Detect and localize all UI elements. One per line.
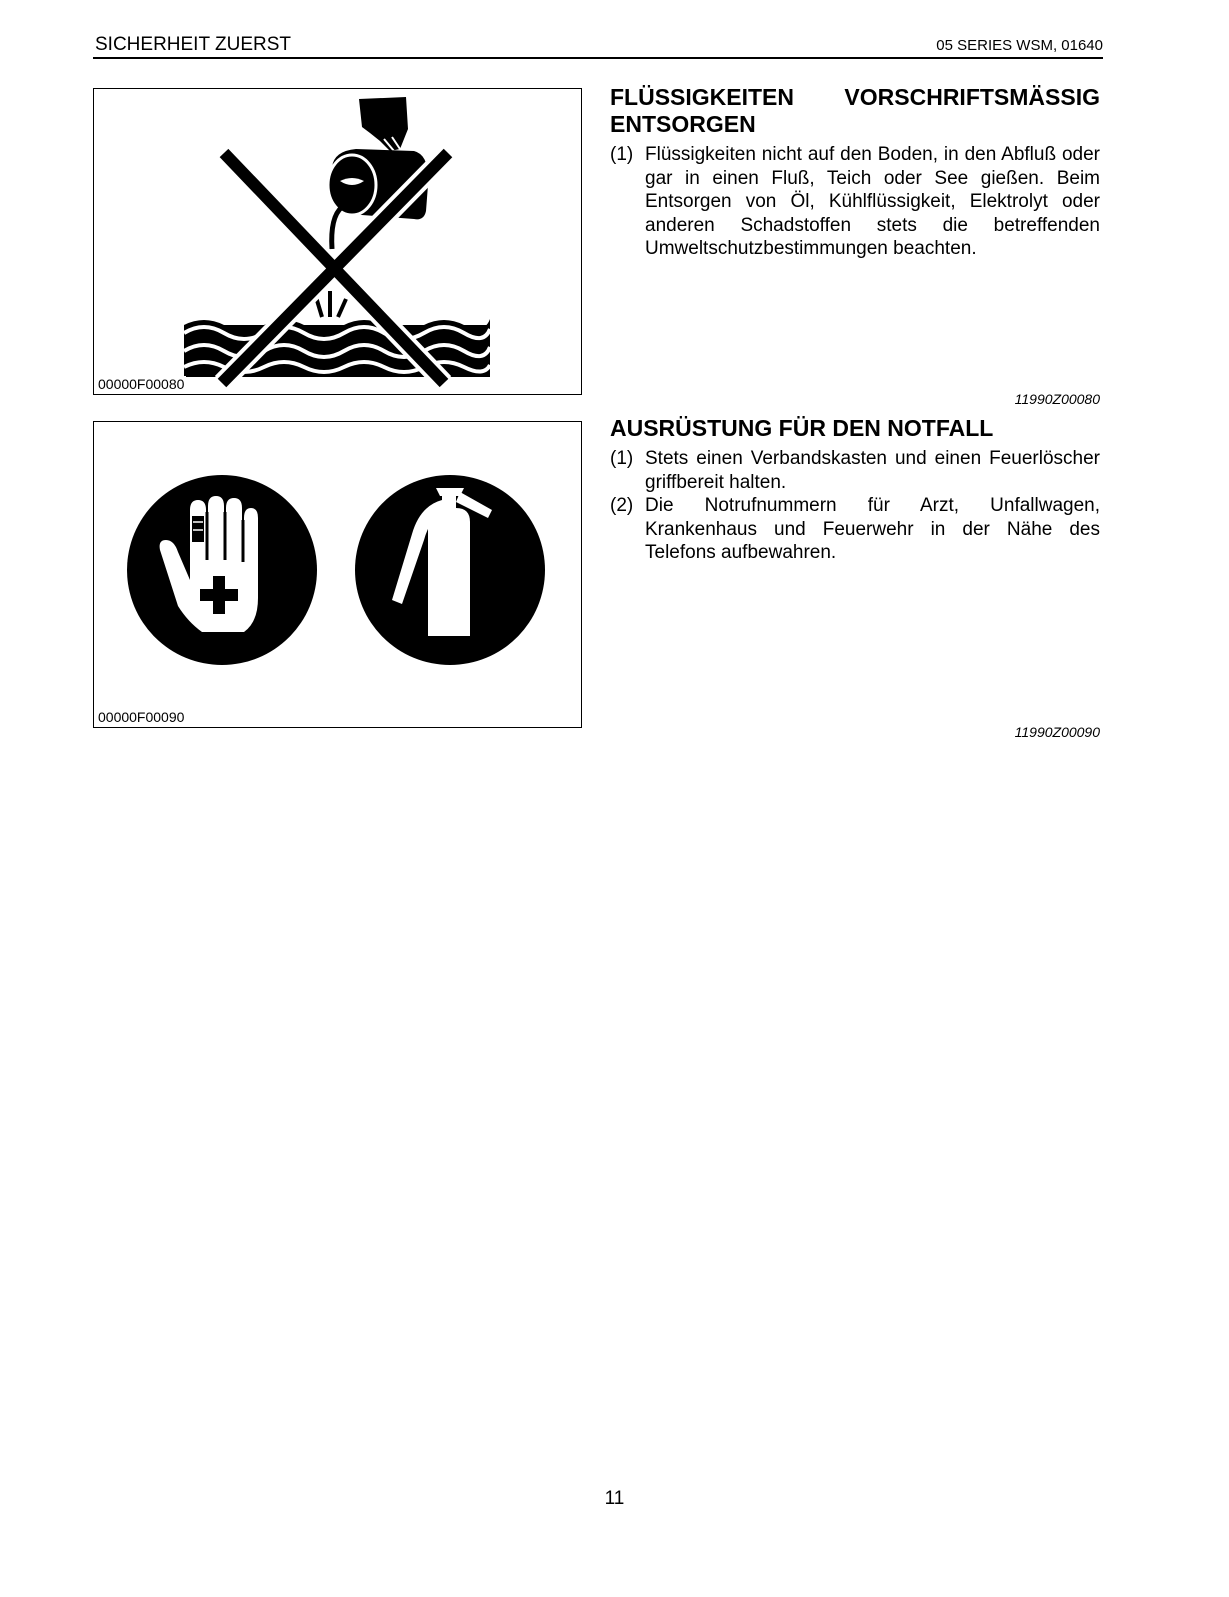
figure-code: 00000F00090 — [98, 709, 185, 725]
item-number: (1) — [610, 448, 634, 469]
header-manual-id: 05 SERIES WSM, 01640 — [936, 37, 1103, 54]
item-number: (1) — [610, 144, 634, 165]
item-text: Die Notrufnummern für Arzt, Unfallwagen, Krankenhaus und Feuerwehr in der Nähe des Telefons aufbewahren. — [645, 495, 1100, 563]
list-item — [610, 143, 1100, 261]
item-list — [610, 143, 1100, 261]
item-text: Flüssigkeiten nicht auf den Boden, in den Abfluß oder gar in einen Fluß, Teich oder See gießen. Beim Entsorgen von Öl, Kühlflüssigkeit, Elektrolyt oder anderen Schadstoffen stets die betreffenden Umweltschutzbestimmungen beachten. — [645, 144, 1100, 259]
reference-code: 11990Z00090 — [1014, 724, 1100, 740]
emergency-icons — [94, 422, 580, 726]
section-emergency-equipment — [610, 415, 1100, 565]
item-list — [610, 447, 1100, 565]
header-rule — [93, 57, 1103, 59]
header-section-title: SICHERHEIT ZUERST — [95, 34, 292, 55]
reference-code: 11990Z00080 — [1014, 391, 1100, 407]
page-number: 11 — [604, 1488, 625, 1509]
section-title: AUSRÜSTUNG FÜR DEN NOTFALL — [610, 415, 994, 441]
fire-extinguisher-icon — [355, 475, 545, 665]
figure-dispose-fluids — [93, 88, 582, 395]
title-word-1: FLÜSSIGKEITEN — [610, 84, 795, 110]
first-aid-glove-icon — [127, 475, 317, 665]
item-number: (2) — [610, 495, 634, 516]
item-text: Stets einen Verbandskasten und einen Feuerlöscher griffbereit halten. — [645, 448, 1100, 493]
figure-code: 00000F00080 — [98, 376, 185, 392]
list-item — [610, 447, 1100, 494]
section-title — [610, 84, 1100, 138]
list-item — [610, 494, 1100, 565]
section-dispose-fluids — [610, 84, 1100, 261]
title-word-2: VORSCHRIFTSMÄSSIG — [844, 84, 1100, 110]
figure-emergency-equipment — [93, 421, 582, 728]
title-line-2: ENTSORGEN — [610, 111, 756, 137]
no-pouring-liquids-icon — [94, 89, 580, 393]
